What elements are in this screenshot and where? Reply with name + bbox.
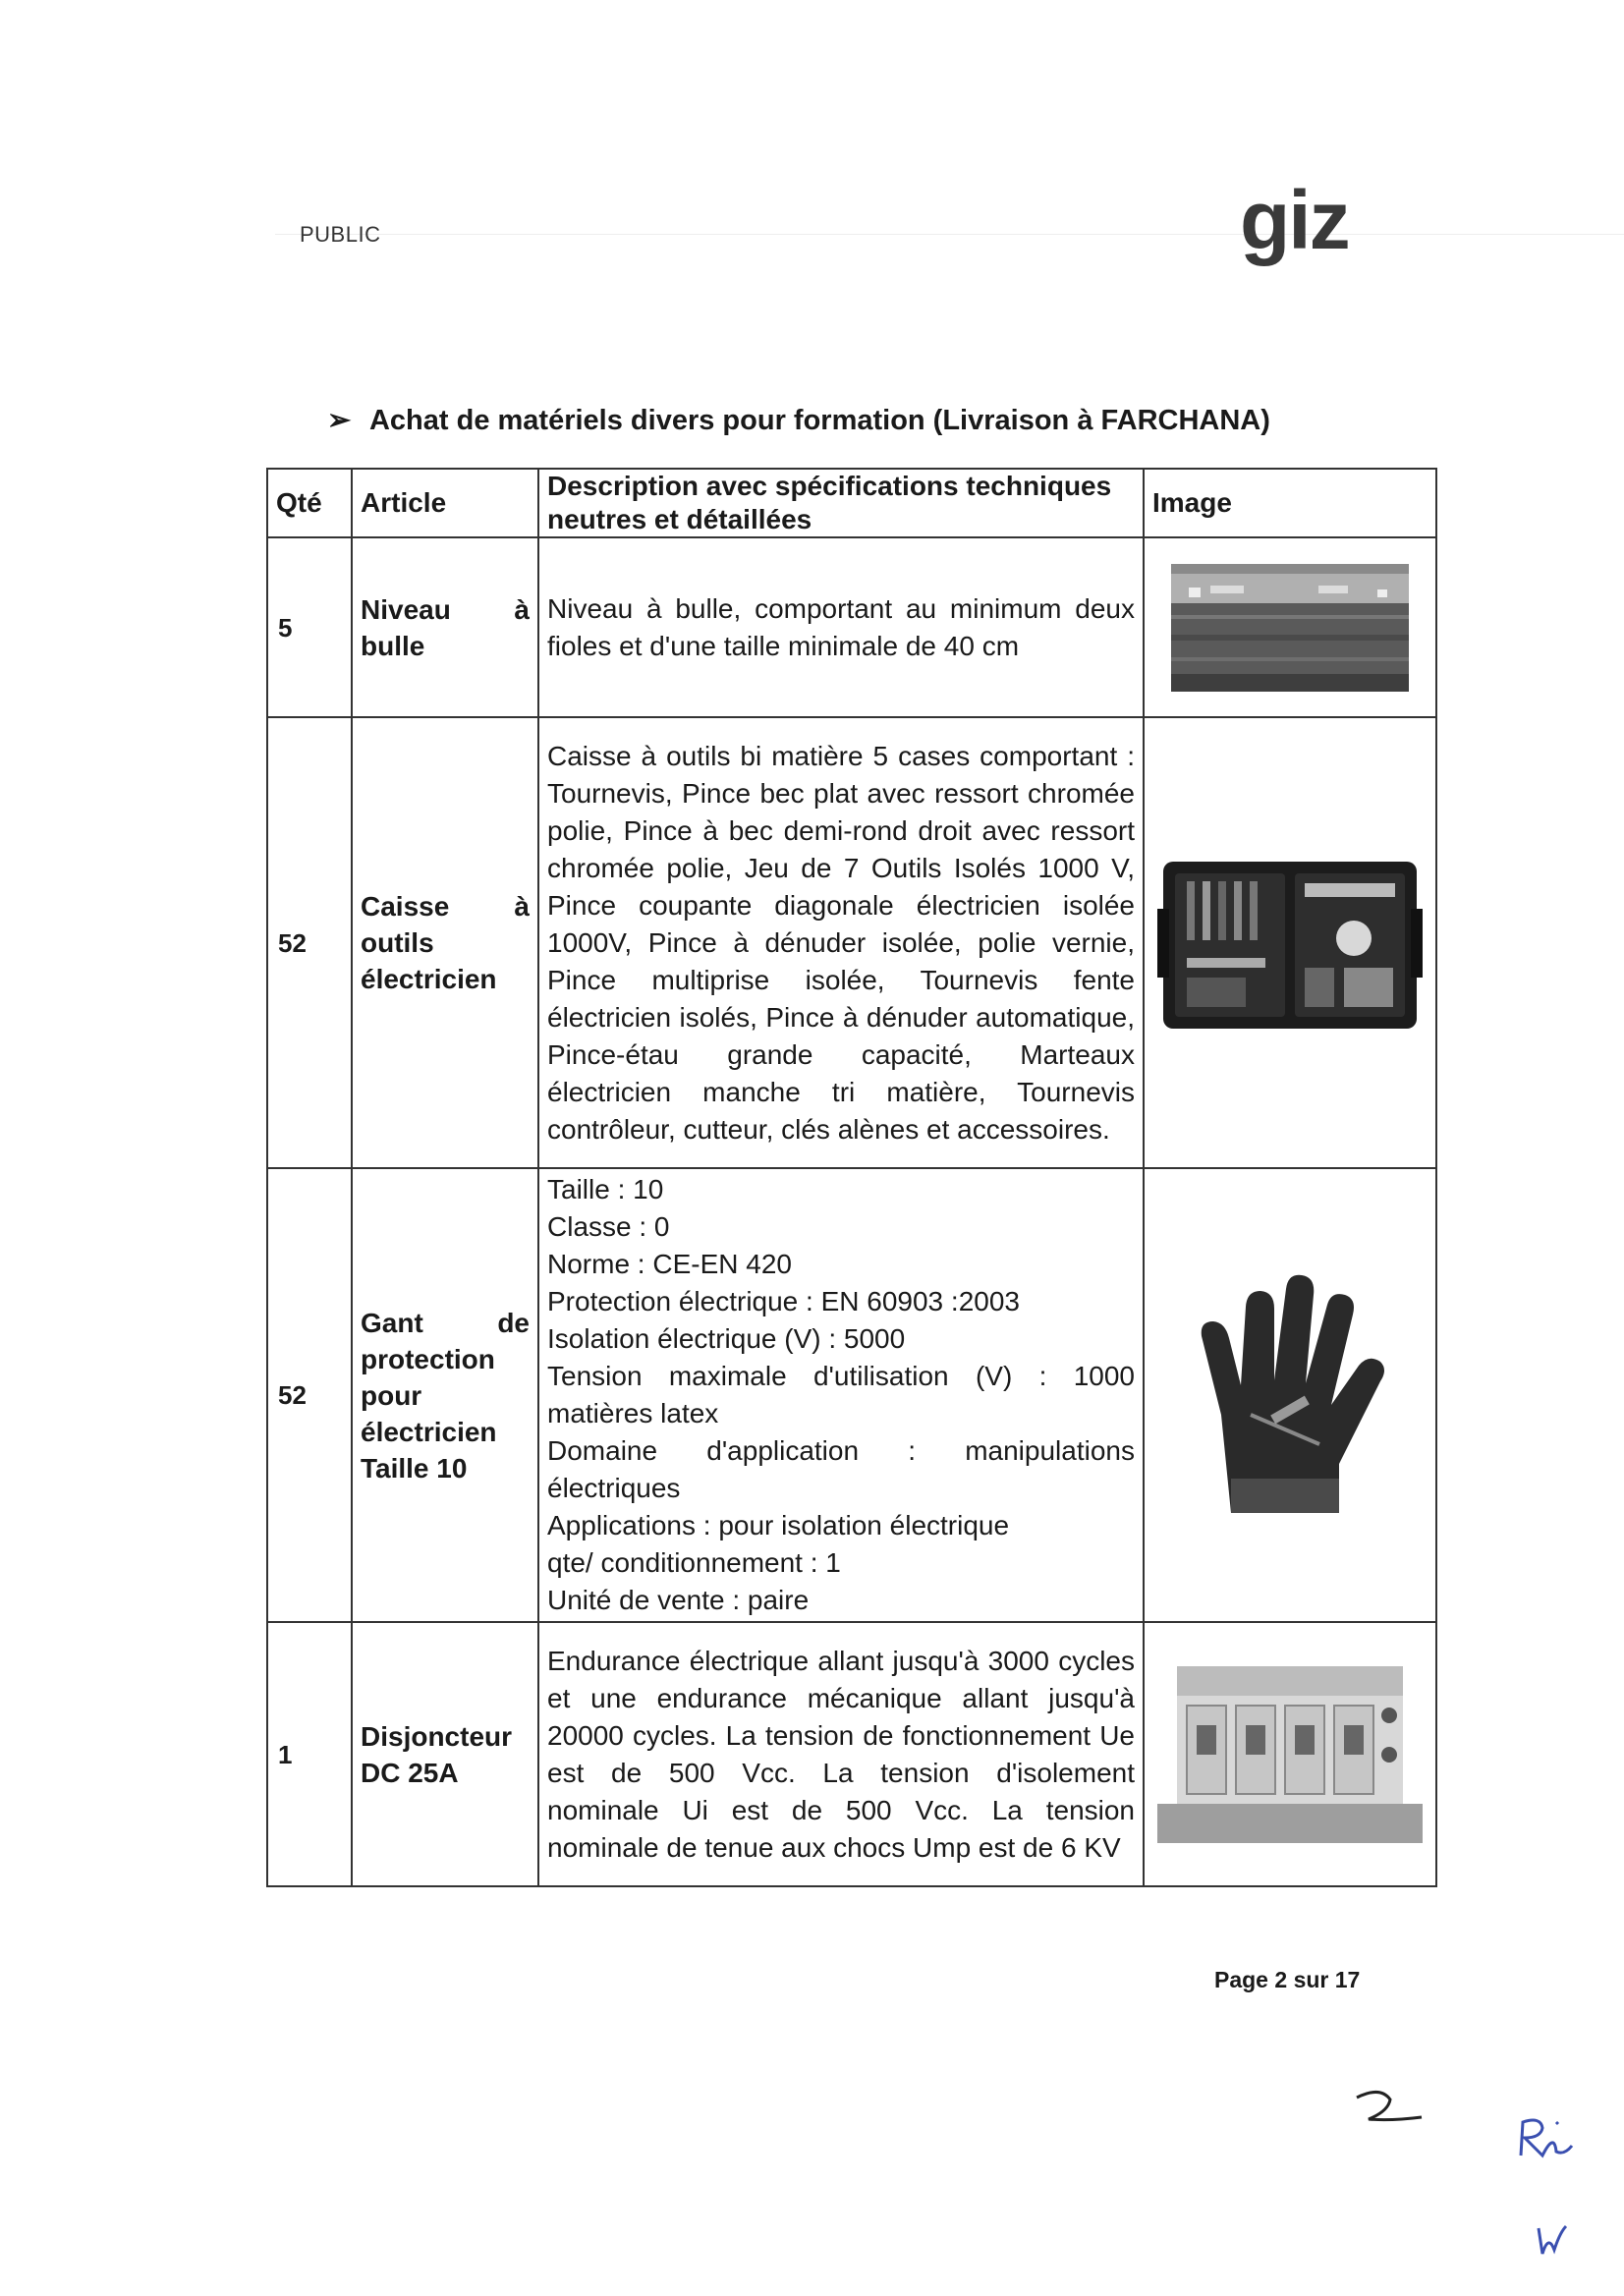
header-description: Description avec spécifications techniques neutres et détaillées (538, 469, 1144, 537)
row-image (1144, 1168, 1436, 1622)
header-article: Article (352, 469, 538, 537)
description-line: Caisse à outils bi matière 5 cases comportant : Tournevis, Pince bec plat avec ressort chromée polie, Pince à bec demi-rond droit avec ressort chromée polie, Jeu de 7 Outils Isolés 1000 V, Pince coupante diagonale électricien isolée 1000V, Pince à dénuder isolée, polie vernie, Pince multiprise isolée, Tournevis fente électricien isolés, Pince à dénuder automatique, Pince-étau grande capacité, Marteaux électricien manche tri matière, Tournevis contrôleur, cutteur, clés alènes et accessoires. (547, 740, 1135, 1145)
table-row (267, 717, 1436, 1168)
glove-photo-icon (1192, 1267, 1388, 1523)
row-description (538, 717, 1144, 1168)
row-article: Gant de protection pour électricien Taille 10 (352, 1168, 538, 1622)
row-image (1144, 537, 1436, 717)
header-image: Image (1144, 469, 1436, 537)
row-image (1144, 1622, 1436, 1886)
row-description (538, 1622, 1144, 1886)
handwritten-2-icon (1351, 2088, 1429, 2127)
header-rule (275, 234, 1624, 235)
equipment-table (266, 468, 1437, 1887)
description-line: Tension maximale d'utilisation (V) : 1000 matières latex (547, 1361, 1135, 1428)
description-line: Protection électrique : EN 60903 :2003 (547, 1286, 1020, 1316)
row-qty: 1 (267, 1622, 352, 1886)
description-line: Applications : pour isolation électrique (547, 1510, 1010, 1540)
toolbox-photo-icon (1157, 850, 1423, 1036)
row-qty: 52 (267, 1168, 352, 1622)
handwritten-initials-icon (1513, 2112, 1582, 2161)
row-image (1144, 717, 1436, 1168)
page-sep: sur (1293, 1967, 1329, 1992)
description-line: Endurance électrique allant jusqu'à 3000 cycles et une endurance mécanique allant jusqu'à 20000 cycles. La tension de fonctionnement Ue est de 500 Vcc. La tension d'isolement nominale Ui est de 500 Vcc. La tension nominale de tenue aux chocs Ump est de 6 KV (547, 1645, 1135, 1863)
arrow-bullet-icon: ➢ (327, 405, 352, 436)
description-line: Domaine d'application : manipulations électriques (547, 1435, 1135, 1503)
page-current: 2 (1274, 1967, 1288, 1992)
page-prefix: Page (1214, 1967, 1268, 1992)
section-heading (327, 403, 1270, 437)
description-line: Taille : 10 (547, 1174, 664, 1204)
giz-logo: giz (1240, 174, 1349, 266)
row-article: Niveau à bulle (352, 537, 538, 717)
table-header-row (267, 469, 1436, 537)
description-line: Norme : CE-EN 420 (547, 1249, 792, 1279)
description-line: Niveau à bulle, comportant au minimum deux fioles et d'une taille minimale de 40 cm (547, 592, 1135, 661)
table-row (267, 537, 1436, 717)
header-qty: Qté (267, 469, 352, 537)
row-article: Caisse à outils électricien (352, 717, 538, 1168)
page-number (1214, 1967, 1360, 1993)
row-description (538, 537, 1144, 717)
table-row (267, 1168, 1436, 1622)
description-line: qte/ conditionnement : 1 (547, 1547, 841, 1578)
handwritten-mark-icon (1533, 2220, 1572, 2260)
page-total: 17 (1334, 1967, 1361, 1992)
section-title-text: Achat de matériels divers pour formation (Livraison à FARCHANA) (368, 405, 1270, 436)
breaker-photo-icon (1157, 1656, 1423, 1853)
row-qty: 5 (267, 537, 352, 717)
table-row (267, 1622, 1436, 1886)
classification-label: PUBLIC (300, 222, 381, 247)
description-line: Unité de vente : paire (547, 1585, 810, 1615)
row-description (538, 1168, 1144, 1622)
row-article: Disjoncteur DC 25A (352, 1622, 538, 1886)
description-line: Isolation électrique (V) : 5000 (547, 1323, 906, 1354)
row-qty: 52 (267, 717, 352, 1168)
description-line: Classe : 0 (547, 1211, 670, 1242)
spirit-level-photo-icon (1171, 564, 1409, 692)
